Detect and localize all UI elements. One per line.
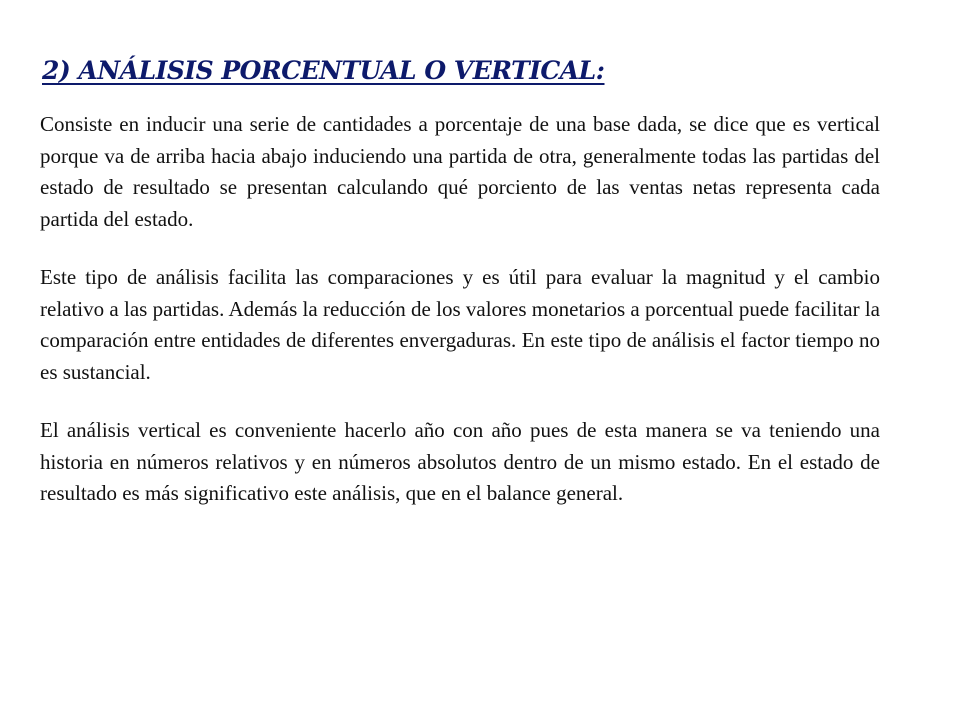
slide-title: 2) ANÁLISIS PORCENTUAL O VERTICAL: bbox=[42, 56, 605, 85]
paragraph-definition: Consiste en inducir una serie de cantidades a porcentaje de una base dada, se dice que es vertical porque va de arriba hacia abajo induciendo una partida de otra, generalmente todas las partidas del estado de resultado se presentan calculando qué porciento de las ventas netas representa cada partida del estado. bbox=[40, 112, 880, 231]
paragraph-benefits: Este tipo de análisis facilita las comparaciones y es útil para evaluar la magnitud y el cambio relativo a las partidas. Además la reducción de los valores monetarios a porcentual puede facilitar la comparación entre entidades de diferentes envergaduras. En este tipo de análisis el factor tiempo no es sustancial. bbox=[40, 265, 880, 384]
paragraph-recommendation: El análisis vertical es conveniente hacerlo año con año pues de esta manera se va teniendo una historia en números relativos y en números absolutos dentro de un mismo estado. En el estado de resultado es más significativo este análisis, que en el balance general. bbox=[40, 418, 880, 505]
